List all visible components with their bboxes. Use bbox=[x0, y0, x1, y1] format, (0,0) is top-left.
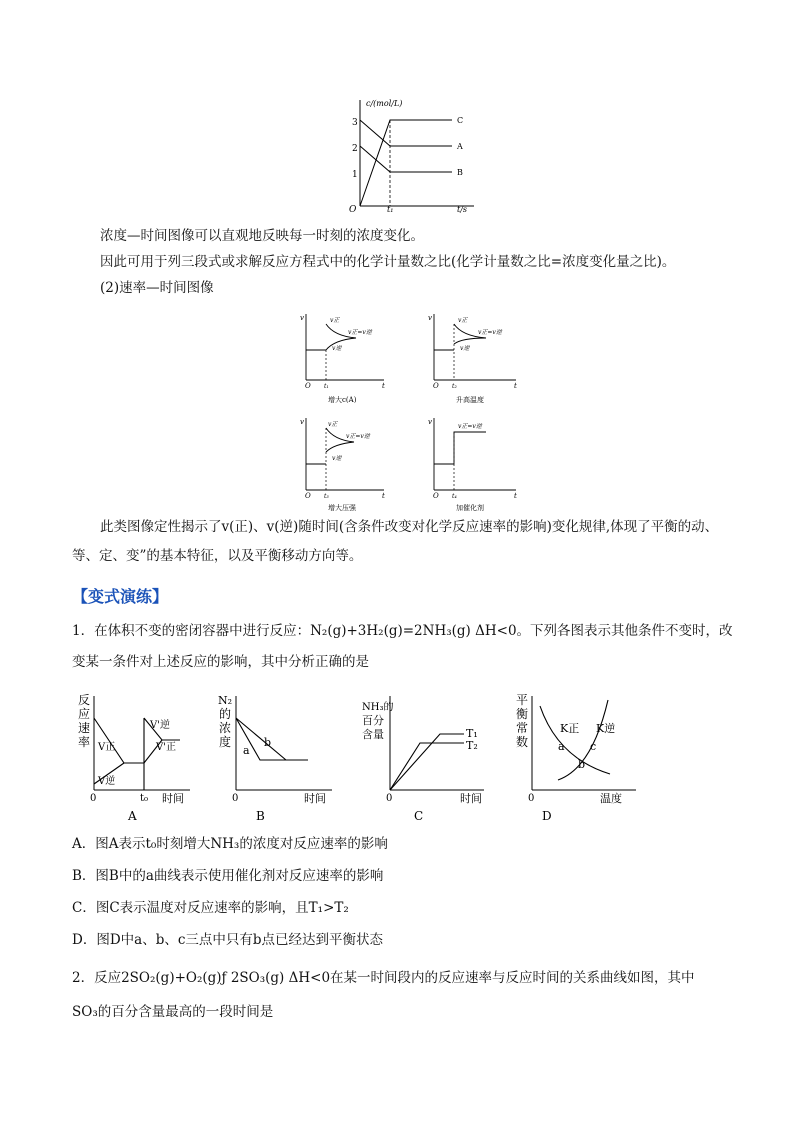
caption-d: D bbox=[542, 809, 552, 823]
caption-c: C bbox=[414, 809, 424, 823]
svg-text:NH₃的: NH₃的 bbox=[362, 702, 394, 713]
question-1-line-2: 变某一条件对上述反应的影响，其中分析正确的是 bbox=[72, 654, 369, 670]
svg-text:v逆: v逆 bbox=[332, 345, 342, 352]
figure-a bbox=[74, 688, 194, 826]
paragraph-rate-summary-2: 等、定、变”的基本特征，以及平衡移动方向等。 bbox=[72, 548, 363, 564]
svg-text:0: 0 bbox=[386, 793, 393, 804]
svg-text:v正=v逆: v正=v逆 bbox=[346, 433, 370, 440]
origin-label: O bbox=[349, 205, 357, 215]
label-t2: T₂ bbox=[466, 739, 478, 752]
rate-time-figures bbox=[296, 310, 526, 512]
label-c: C bbox=[457, 116, 464, 125]
svg-text:O: O bbox=[305, 492, 311, 500]
option-c[interactable]: C．图C表示温度对反应速率的影响，且T₁>T₂ bbox=[72, 900, 349, 916]
svg-text:0: 0 bbox=[528, 793, 535, 804]
curve-a bbox=[360, 120, 452, 146]
option-b[interactable]: B．图B中的a曲线表示使用催化剂对反应速率的影响 bbox=[72, 868, 384, 884]
concentration-time-figure bbox=[340, 96, 480, 216]
svg-text:衡: 衡 bbox=[516, 707, 529, 721]
rate-graph-increase-ca bbox=[300, 314, 385, 404]
svg-text:百分: 百分 bbox=[362, 714, 384, 727]
svg-text:含量: 含量 bbox=[362, 728, 384, 741]
label-v-reverse: V逆 bbox=[98, 776, 116, 787]
rate-graph-add-catalyst bbox=[428, 418, 517, 512]
svg-text:0: 0 bbox=[232, 793, 239, 804]
paragraph-rate-title: (2)速率—时间图像 bbox=[100, 280, 214, 296]
rate-graph-raise-temperature bbox=[428, 314, 517, 404]
svg-text:0: 0 bbox=[90, 793, 97, 804]
svg-text:O: O bbox=[433, 492, 439, 500]
svg-text:速: 速 bbox=[78, 721, 91, 735]
svg-text:数: 数 bbox=[516, 735, 529, 749]
svg-text:时间: 时间 bbox=[460, 792, 482, 805]
question-2-line-1: 2．反应2SO₂(g)+O₂(g)ƒ 2SO₃(g) ΔH<0在某一时间段内的反应速率与反应时间的关系曲线如图，其中 bbox=[72, 970, 695, 986]
svg-text:时间: 时间 bbox=[304, 792, 326, 805]
svg-text:O: O bbox=[433, 382, 439, 390]
figure-b bbox=[216, 688, 336, 826]
option-d[interactable]: D．图D中a、b、c三点中只有b点已经达到平衡状态 bbox=[72, 932, 384, 948]
label-a: a bbox=[243, 744, 250, 757]
option-a[interactable]: A．图A表示t₀时刻增大NH₃的浓度对反应速率的影响 bbox=[72, 836, 388, 852]
svg-text:t₃: t₃ bbox=[324, 493, 329, 500]
svg-text:加催化剂: 加催化剂 bbox=[456, 504, 484, 512]
label-v-prime-reverse: V'逆 bbox=[150, 720, 170, 731]
svg-text:v: v bbox=[300, 314, 304, 322]
y-tick-1: 1 bbox=[352, 170, 358, 180]
svg-text:v逆: v逆 bbox=[460, 345, 470, 352]
paragraph-stoichiometry: 因此可用于列三段式或求解反应方程式中的化学计量数之比(化学计量数之比=浓度变化量之比)。 bbox=[100, 254, 676, 270]
svg-text:率: 率 bbox=[78, 735, 91, 749]
curve-b bbox=[360, 146, 452, 172]
svg-text:反: 反 bbox=[78, 693, 91, 707]
curve-c bbox=[360, 120, 452, 206]
svg-text:t: t bbox=[514, 382, 517, 390]
svg-text:v逆: v逆 bbox=[332, 455, 342, 462]
svg-text:v: v bbox=[428, 314, 432, 322]
svg-text:温度: 温度 bbox=[600, 792, 622, 805]
svg-text:t₀: t₀ bbox=[140, 793, 149, 804]
label-k-reverse: K逆 bbox=[596, 722, 616, 735]
y-tick-2: 2 bbox=[352, 144, 358, 154]
label-b: b bbox=[264, 736, 272, 749]
svg-text:浓: 浓 bbox=[219, 721, 232, 735]
svg-text:v: v bbox=[300, 418, 304, 426]
rate-graph-increase-pressure bbox=[300, 418, 385, 512]
svg-text:升高温度: 升高温度 bbox=[456, 396, 484, 404]
svg-text:t: t bbox=[514, 492, 517, 500]
x-tick-t1: t₁ bbox=[387, 205, 394, 214]
svg-text:增大c(A): 增大c(A) bbox=[328, 396, 357, 404]
svg-text:v正: v正 bbox=[330, 317, 340, 324]
label-k-forward: K正 bbox=[560, 722, 580, 735]
figure-d bbox=[512, 688, 640, 826]
svg-text:v正: v正 bbox=[458, 317, 468, 324]
question-2-line-2: SO₃的百分含量最高的一段时间是 bbox=[72, 1004, 274, 1020]
x-axis-label: t/s bbox=[457, 205, 468, 214]
label-v-forward: V正 bbox=[98, 742, 116, 753]
svg-text:v正=v逆: v正=v逆 bbox=[348, 329, 372, 336]
svg-text:v正: v正 bbox=[328, 421, 338, 428]
svg-text:度: 度 bbox=[219, 735, 232, 749]
svg-text:v正=v逆: v正=v逆 bbox=[458, 423, 482, 430]
svg-text:常: 常 bbox=[516, 721, 529, 735]
svg-text:t: t bbox=[382, 382, 385, 390]
svg-text:v正=v逆: v正=v逆 bbox=[478, 329, 502, 336]
svg-text:v: v bbox=[428, 418, 432, 426]
y-axis-label: c/(mol/L) bbox=[366, 99, 403, 108]
svg-text:t: t bbox=[382, 492, 385, 500]
svg-text:N₂: N₂ bbox=[218, 694, 233, 707]
figure-c bbox=[356, 688, 486, 826]
section-title: 【变式演练】 bbox=[72, 587, 169, 606]
svg-text:t₂: t₂ bbox=[452, 383, 457, 390]
y-tick-3: 3 bbox=[352, 118, 358, 128]
caption-b: B bbox=[256, 809, 265, 823]
paragraph-rate-summary-1: 此类图像定性揭示了v(正)、v(逆)随时间(含条件改变对化学反应速率的影响)变化规律,体现了平衡的动、 bbox=[100, 519, 719, 535]
svg-text:平: 平 bbox=[516, 693, 529, 707]
point-b: b bbox=[578, 758, 586, 771]
caption-a: A bbox=[128, 809, 137, 823]
point-c: c bbox=[590, 740, 597, 753]
svg-text:的: 的 bbox=[219, 707, 232, 721]
label-a: A bbox=[457, 142, 463, 151]
label-v-prime-forward: V'正 bbox=[156, 742, 176, 753]
svg-text:应: 应 bbox=[78, 707, 91, 721]
svg-text:t₄: t₄ bbox=[452, 493, 457, 500]
svg-text:O: O bbox=[305, 382, 311, 390]
svg-text:增大压强: 增大压强 bbox=[328, 504, 356, 512]
svg-text:t₁: t₁ bbox=[324, 383, 329, 390]
question-1-line-1: 1．在体积不变的密闭容器中进行反应：N₂(g)+3H₂(g)=2NH₃(g) ΔH<0。下列各图表示其他条件不变时，改 bbox=[72, 623, 733, 639]
label-t1: T₁ bbox=[466, 727, 478, 740]
label-b: B bbox=[457, 168, 463, 177]
point-a: a bbox=[558, 740, 565, 753]
svg-text:时间: 时间 bbox=[162, 792, 184, 805]
paragraph-concentration: 浓度—时间图像可以直观地反映每一时刻的浓度变化。 bbox=[100, 228, 424, 244]
